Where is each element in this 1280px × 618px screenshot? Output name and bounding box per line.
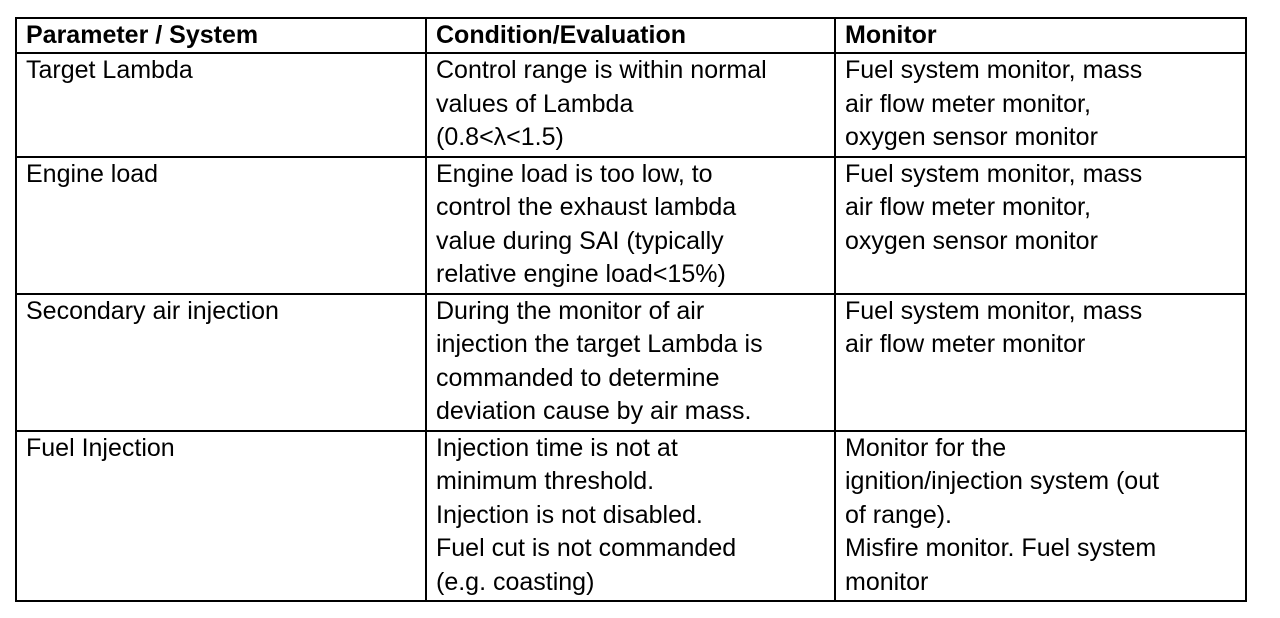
cell-monitor: Fuel system monitor, mass air flow meter monitor, oxygen sensor monitor [835, 53, 1246, 157]
table-row [16, 53, 1246, 157]
cell-parameter: Fuel Injection [16, 431, 426, 602]
table-row [16, 431, 1246, 602]
cell-parameter: Engine load [16, 157, 426, 294]
monitor-conditions-table [15, 17, 1247, 602]
header-parameter-system: Parameter / System [16, 18, 426, 53]
table-header-row [16, 18, 1246, 53]
header-monitor: Monitor [835, 18, 1246, 53]
cell-monitor: Fuel system monitor, mass air flow meter monitor [835, 294, 1246, 431]
cell-condition: Engine load is too low, to control the exhaust lambda value during SAI (typically relative engine load<15%) [426, 157, 835, 294]
cell-monitor: Monitor for the ignition/injection system (out of range). Misfire monitor. Fuel system monitor [835, 431, 1246, 602]
table-row [16, 294, 1246, 431]
cell-parameter: Target Lambda [16, 53, 426, 157]
cell-condition: During the monitor of air injection the target Lambda is commanded to determine deviation cause by air mass. [426, 294, 835, 431]
cell-monitor: Fuel system monitor, mass air flow meter monitor, oxygen sensor monitor [835, 157, 1246, 294]
cell-condition: Injection time is not at minimum threshold. Injection is not disabled. Fuel cut is not commanded (e.g. coasting) [426, 431, 835, 602]
cell-condition: Control range is within normal values of Lambda (0.8<λ<1.5) [426, 53, 835, 157]
table-row [16, 157, 1246, 294]
header-condition-evaluation: Condition/Evaluation [426, 18, 835, 53]
cell-parameter: Secondary air injection [16, 294, 426, 431]
